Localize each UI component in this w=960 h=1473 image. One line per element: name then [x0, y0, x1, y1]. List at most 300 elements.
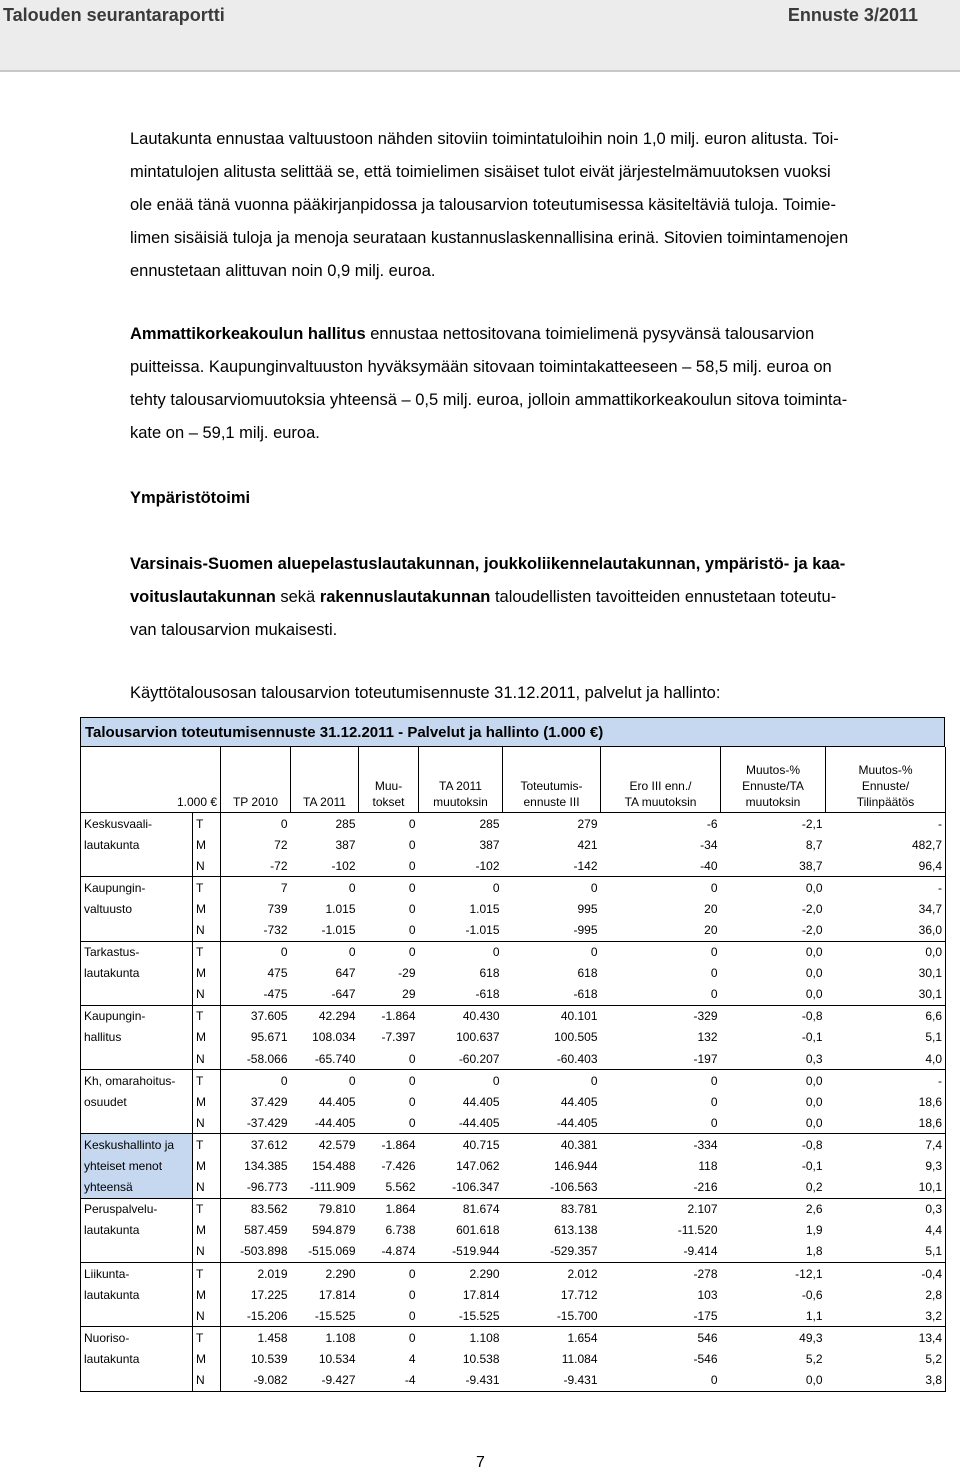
- value-cell: 7: [280, 880, 288, 895]
- unit-name-cell: [81, 1369, 193, 1391]
- value-cell: 995: [577, 901, 598, 916]
- value-cell: 44.405: [462, 1094, 500, 1109]
- value-cell: -: [826, 1070, 946, 1092]
- value-cell: 587.459: [244, 1223, 288, 1238]
- value-cell: 100.505: [554, 1030, 598, 1045]
- value-cell: 0,2: [721, 1177, 826, 1199]
- value-cell: 40.715: [462, 1137, 500, 1152]
- value-cell: -278: [693, 1266, 718, 1281]
- unit-name-cell: [81, 1048, 193, 1070]
- value-cell: -1.864: [381, 1137, 416, 1152]
- value-cell: 0,0: [805, 966, 823, 981]
- value-cell: 17.712: [560, 1287, 598, 1302]
- value-cell: -37.429: [221, 1112, 291, 1134]
- value-cell: 0: [359, 1112, 419, 1134]
- row-type-cell: N: [193, 1369, 221, 1391]
- unit-name-cell: Tarkastus-: [81, 941, 193, 963]
- row-type-cell: T: [193, 941, 221, 963]
- value-cell: 1.108: [325, 1330, 356, 1345]
- value-cell: 146.944: [554, 1159, 598, 1174]
- row-type-cell: M: [193, 1284, 221, 1305]
- value-cell: 0: [710, 945, 718, 960]
- value-cell: 2,8: [826, 1284, 946, 1305]
- value-cell: 3,8: [826, 1369, 946, 1391]
- value-cell: -9.414: [601, 1241, 721, 1263]
- value-cell: -519.944: [419, 1241, 503, 1263]
- value-cell: 0,0: [805, 945, 823, 960]
- value-cell: 482,7: [826, 834, 946, 855]
- value-cell: 6,6: [826, 1005, 946, 1027]
- row-type-cell: N: [193, 919, 221, 941]
- value-cell: 0: [359, 1048, 419, 1070]
- table-row: [81, 984, 946, 1006]
- p3-bold: rakennuslautakunnan: [319, 588, 491, 606]
- report-title: Talouden seurantaraportti: [3, 5, 225, 25]
- table-row: [81, 898, 946, 919]
- value-cell: 37.612: [250, 1137, 288, 1152]
- row-type-cell: T: [193, 877, 221, 899]
- value-cell: -503.898: [221, 1241, 291, 1263]
- value-cell: -2,1: [801, 816, 823, 831]
- unit-header: 1.000 €: [81, 747, 221, 813]
- report-edition: Ennuste 3/2011: [787, 5, 918, 25]
- value-cell: 1.108: [469, 1330, 500, 1345]
- row-type-cell: N: [193, 1305, 221, 1327]
- value-cell: 0: [590, 945, 598, 960]
- value-cell: 0: [601, 1112, 721, 1134]
- column-header-line: Muutos-%: [746, 763, 801, 777]
- table-row: [81, 1348, 946, 1369]
- row-type-cell: T: [193, 1070, 221, 1092]
- value-cell: 1.015: [469, 901, 500, 916]
- value-cell: 34,7: [826, 898, 946, 919]
- p1-line: mintatulojen alitusta selittää se, että toimielimen sisäiset tulot eivät järjestelmämuutoksen vuoksi: [130, 163, 831, 181]
- table-row: [81, 877, 946, 899]
- value-cell: -40: [601, 855, 721, 877]
- value-cell: -15.525: [291, 1305, 359, 1327]
- value-cell: 546: [697, 1330, 718, 1345]
- unit-name-cell: [81, 1305, 193, 1327]
- value-cell: -15.525: [419, 1305, 503, 1327]
- value-cell: 285: [479, 816, 500, 831]
- unit-name-cell: Keskushallinto ja: [81, 1134, 193, 1156]
- unit-name-cell: Kaupungin-: [81, 877, 193, 899]
- value-cell: 0,0: [805, 1073, 823, 1088]
- unit-name-cell: [81, 919, 193, 941]
- unit-name-cell: [81, 1112, 193, 1134]
- row-type-cell: T: [193, 1327, 221, 1349]
- value-cell: -732: [221, 919, 291, 941]
- p1-line: limen sisäisiä tuloja ja menoja seurataan kustannuslaskennallisina erinä. Sitovien toimintamenojen: [130, 229, 849, 247]
- column-header: [221, 747, 291, 813]
- value-cell: -: [826, 877, 946, 899]
- table-row: [81, 1241, 946, 1263]
- unit-name-cell: Nuoriso-: [81, 1327, 193, 1349]
- value-cell: 18,6: [826, 1091, 946, 1112]
- value-cell: -529.357: [503, 1241, 601, 1263]
- column-header-line: Ero III enn./: [629, 779, 692, 793]
- unit-name-cell: Kh, omarahoitus-: [81, 1070, 193, 1092]
- value-cell: -44.405: [291, 1112, 359, 1134]
- value-cell: 1.654: [567, 1330, 598, 1345]
- unit-name-cell: hallitus: [81, 1027, 193, 1048]
- table-header-row: [81, 747, 946, 813]
- value-cell: 1,1: [721, 1305, 826, 1327]
- value-cell: 0: [359, 919, 419, 941]
- value-cell: -58.066: [221, 1048, 291, 1070]
- value-cell: 1,8: [721, 1241, 826, 1263]
- value-cell: -216: [601, 1177, 721, 1199]
- value-cell: -647: [291, 984, 359, 1006]
- row-type-cell: M: [193, 963, 221, 984]
- p2-line: kate on – 59,1 milj. euroa.: [130, 424, 320, 442]
- row-type-cell: T: [193, 1262, 221, 1284]
- value-cell: 79.810: [318, 1202, 356, 1217]
- value-cell: 1.864: [385, 1202, 416, 1217]
- p1-line: ole enää tänä vuonna pääkirjanpidossa ja talousarvion toteutumisessa käsiteltäviä tuloja. Toimie-: [130, 196, 836, 214]
- value-cell: 2.107: [687, 1202, 718, 1217]
- value-cell: -142: [503, 855, 601, 877]
- value-cell: 2.019: [257, 1266, 288, 1281]
- p2-line: [130, 325, 814, 344]
- value-cell: -475: [221, 984, 291, 1006]
- value-cell: -4: [359, 1369, 419, 1391]
- column-header-line: muutoksin: [745, 795, 801, 809]
- value-cell: 30,1: [826, 963, 946, 984]
- table-row: [81, 941, 946, 963]
- table-row: [81, 1134, 946, 1156]
- unit-name-cell: [81, 855, 193, 877]
- value-cell: 103: [697, 1287, 718, 1302]
- unit-name-cell: lautakunta: [81, 834, 193, 855]
- table-row: [81, 963, 946, 984]
- value-cell: 0: [280, 1073, 288, 1088]
- column-header-line: Tilinpäätös: [856, 795, 915, 809]
- value-cell: 618: [577, 966, 598, 981]
- value-cell: -11.520: [677, 1223, 718, 1238]
- value-cell: 5,1: [826, 1027, 946, 1048]
- unit-name-cell: Liikunta-: [81, 1262, 193, 1284]
- p3-text: taloudellisten tavoitteiden ennustetaan toteutu-: [490, 588, 837, 606]
- value-cell: -175: [601, 1305, 721, 1327]
- value-cell: 0,3: [721, 1048, 826, 1070]
- table-row: [81, 1262, 946, 1284]
- value-cell: 2.290: [325, 1266, 356, 1281]
- value-cell: 42.294: [318, 1009, 356, 1024]
- row-type-cell: N: [193, 1112, 221, 1134]
- value-cell: -44.405: [503, 1112, 601, 1134]
- row-type-cell: N: [193, 984, 221, 1006]
- value-cell: 0: [408, 1094, 416, 1109]
- value-cell: 8,7: [805, 837, 823, 852]
- value-cell: -60.403: [503, 1048, 601, 1070]
- column-header: [601, 747, 721, 813]
- row-type-cell: T: [193, 813, 221, 835]
- value-cell: 0,3: [826, 1198, 946, 1220]
- value-cell: -0,1: [801, 1030, 823, 1045]
- table-row: [81, 1091, 946, 1112]
- value-cell: -618: [419, 984, 503, 1006]
- table-caption: Käyttötalousosan talousarvion toteutumisennuste 31.12.2011, palvelut ja hallinto:: [130, 684, 721, 702]
- unit-name-cell: Kaupungin-: [81, 1005, 193, 1027]
- value-cell: 387: [335, 837, 356, 852]
- unit-name-cell: [81, 984, 193, 1006]
- value-cell: 0: [710, 1094, 718, 1109]
- value-cell: 2.290: [469, 1266, 500, 1281]
- value-cell: 30,1: [826, 984, 946, 1006]
- p3-line: van talousarvion mukaisesti.: [130, 621, 338, 639]
- value-cell: 17.225: [250, 1287, 288, 1302]
- value-cell: -: [826, 813, 946, 835]
- value-cell: 0: [408, 1073, 416, 1088]
- value-cell: 2,6: [805, 1202, 823, 1217]
- column-header-line: Muu-: [374, 779, 403, 793]
- value-cell: 0: [359, 855, 419, 877]
- value-cell: -0,8: [801, 1137, 823, 1152]
- value-cell: 4: [408, 1351, 416, 1366]
- value-cell: 108.034: [312, 1030, 356, 1045]
- table-row: [81, 1005, 946, 1027]
- value-cell: 13,4: [826, 1327, 946, 1349]
- value-cell: 647: [335, 966, 356, 981]
- table-title: Talousarvion toteutumisennuste 31.12.2011 - Palvelut ja hallinto (1.000 €): [80, 717, 945, 747]
- column-header-line: ennuste III: [523, 795, 580, 809]
- value-cell: 0: [408, 1266, 416, 1281]
- value-cell: 0: [710, 966, 718, 981]
- row-type-cell: M: [193, 1156, 221, 1177]
- value-cell: 601.618: [456, 1223, 500, 1238]
- value-cell: 0,0: [826, 941, 946, 963]
- value-cell: 4,4: [826, 1220, 946, 1241]
- value-cell: -106.347: [419, 1177, 503, 1199]
- table-row: [81, 1284, 946, 1305]
- p3-line: Varsinais-Suomen aluepelastuslautakunnan, joukkoliikennelautakunnan, ympäristö- ja kaa-: [130, 555, 846, 573]
- column-header-line: tokset: [372, 795, 405, 809]
- table-row: [81, 813, 946, 835]
- value-cell: 279: [577, 816, 598, 831]
- value-cell: 5,2: [826, 1348, 946, 1369]
- value-cell: -111.909: [291, 1177, 359, 1199]
- table-row: [81, 855, 946, 877]
- value-cell: 3,2: [826, 1305, 946, 1327]
- value-cell: 285: [335, 816, 356, 831]
- value-cell: 0: [408, 901, 416, 916]
- page-number: 7: [476, 1454, 485, 1471]
- value-cell: 36,0: [826, 919, 946, 941]
- column-header: [359, 747, 419, 813]
- column-header: [721, 747, 826, 813]
- unit-name-cell: lautakunta: [81, 963, 193, 984]
- column-header: [419, 747, 503, 813]
- value-cell: -12,1: [795, 1266, 823, 1281]
- p3-bold: voituslautakunnan: [130, 588, 276, 606]
- value-cell: 81.674: [462, 1202, 500, 1217]
- value-cell: -1.015: [419, 919, 503, 941]
- value-cell: 0: [408, 945, 416, 960]
- value-cell: 475: [267, 966, 288, 981]
- value-cell: -34: [700, 837, 718, 852]
- value-cell: -7.426: [381, 1159, 416, 1174]
- table-row: [81, 1177, 946, 1199]
- value-cell: 29: [359, 984, 419, 1006]
- column-header-line: TA muutoksin: [624, 795, 697, 809]
- value-cell: -334: [693, 1137, 718, 1152]
- value-cell: 5,1: [826, 1241, 946, 1263]
- value-cell: 11.084: [561, 1351, 598, 1366]
- value-cell: 0,0: [721, 1369, 826, 1391]
- value-cell: 147.062: [456, 1159, 500, 1174]
- value-cell: 17.814: [318, 1287, 356, 1302]
- value-cell: 0: [492, 880, 500, 895]
- value-cell: -0,1: [801, 1159, 823, 1174]
- value-cell: 594.879: [312, 1223, 356, 1238]
- value-cell: 10.539: [250, 1351, 288, 1366]
- value-cell: 0: [280, 945, 288, 960]
- value-cell: 0: [710, 1073, 718, 1088]
- value-cell: 0: [590, 880, 598, 895]
- p1-line: Lautakunta ennustaa valtuustoon nähden sitoviin toimintatuloihin noin 1,0 milj. euron alitusta. Toi-: [130, 130, 839, 148]
- value-cell: -44.405: [419, 1112, 503, 1134]
- value-cell: -9.431: [503, 1369, 601, 1391]
- value-cell: -2,0: [721, 919, 826, 941]
- value-cell: -0,4: [826, 1262, 946, 1284]
- value-cell: -0,6: [801, 1287, 823, 1302]
- row-type-cell: N: [193, 1048, 221, 1070]
- table-row: [81, 1112, 946, 1134]
- unit-name-cell: lautakunta: [81, 1348, 193, 1369]
- column-header-line: TP 2010: [232, 795, 279, 809]
- value-cell: -60.207: [419, 1048, 503, 1070]
- table-row: [81, 1156, 946, 1177]
- value-cell: -102: [419, 855, 503, 877]
- p2-bold: Ammattikorkeakoulun hallitus: [130, 325, 366, 343]
- value-cell: 20: [601, 919, 721, 941]
- row-type-cell: M: [193, 1220, 221, 1241]
- unit-name-cell: [81, 1241, 193, 1263]
- value-cell: 0: [408, 1330, 416, 1345]
- budget-table: [80, 717, 945, 1392]
- table-row: [81, 1327, 946, 1349]
- p2-line: tehty talousarviomuutoksia yhteensä – 0,5 milj. euroa, jolloin ammattikorkeakoulun sitova toiminta-: [130, 391, 848, 409]
- unit-name-cell: lautakunta: [81, 1284, 193, 1305]
- value-cell: 0: [359, 1305, 419, 1327]
- value-cell: 0: [601, 984, 721, 1006]
- value-cell: -7.397: [381, 1030, 416, 1045]
- value-cell: -2,0: [801, 901, 823, 916]
- value-cell: -9.431: [419, 1369, 503, 1391]
- value-cell: -6: [706, 816, 718, 831]
- value-cell: 17.814: [462, 1287, 500, 1302]
- table-row: [81, 834, 946, 855]
- column-header-line: Ennuste/TA: [742, 779, 804, 793]
- value-cell: 44.405: [318, 1094, 356, 1109]
- value-cell: -197: [601, 1048, 721, 1070]
- unit-name-cell: Keskusvaali-: [81, 813, 193, 835]
- value-cell: -0,8: [801, 1009, 823, 1024]
- value-cell: -29: [398, 966, 416, 981]
- value-cell: 83.781: [560, 1202, 598, 1217]
- value-cell: -96.773: [221, 1177, 291, 1199]
- row-type-cell: M: [193, 834, 221, 855]
- value-cell: 1,9: [805, 1223, 823, 1238]
- row-type-cell: M: [193, 1348, 221, 1369]
- value-cell: -9.082: [221, 1369, 291, 1391]
- value-cell: -618: [503, 984, 601, 1006]
- value-cell: 18,6: [826, 1112, 946, 1134]
- value-cell: -995: [503, 919, 601, 941]
- value-cell: 0: [492, 1073, 500, 1088]
- value-cell: -1.864: [381, 1009, 416, 1024]
- table-row: [81, 1369, 946, 1391]
- column-header: [291, 747, 359, 813]
- row-type-cell: N: [193, 1241, 221, 1263]
- column-header-line: Toteutumis-: [520, 779, 583, 793]
- budget-data-table: [80, 747, 946, 1392]
- value-cell: 0,0: [805, 880, 823, 895]
- value-cell: -65.740: [291, 1048, 359, 1070]
- value-cell: 1.015: [325, 901, 356, 916]
- column-header: [503, 747, 601, 813]
- value-cell: 134.385: [244, 1159, 288, 1174]
- value-cell: -15.206: [221, 1305, 291, 1327]
- column-header-line: Ennuste/: [861, 779, 910, 793]
- value-cell: -15.700: [503, 1305, 601, 1327]
- table-row: [81, 1305, 946, 1327]
- value-cell: 72: [274, 837, 288, 852]
- p3-text: sekä: [275, 588, 320, 606]
- table-row: [81, 919, 946, 941]
- row-type-cell: T: [193, 1005, 221, 1027]
- value-cell: 83.562: [250, 1202, 288, 1217]
- value-cell: 6.738: [385, 1223, 416, 1238]
- column-header-line: Muutos-%: [858, 763, 913, 777]
- value-cell: 0,0: [721, 984, 826, 1006]
- value-cell: 9,3: [826, 1156, 946, 1177]
- value-cell: -102: [291, 855, 359, 877]
- column-header-line: muutoksin: [433, 795, 488, 809]
- value-cell: 118: [698, 1159, 718, 1174]
- row-type-cell: T: [193, 1198, 221, 1220]
- value-cell: 5,2: [805, 1351, 823, 1366]
- p2-text: ennustaa nettositovana toimielimenä pysyvänsä talousarvion: [365, 325, 815, 343]
- table-row: [81, 1220, 946, 1241]
- row-type-cell: N: [193, 855, 221, 877]
- column-header-line: TA 2011: [303, 795, 346, 809]
- value-cell: 0: [601, 1369, 721, 1391]
- unit-name-cell: yhteensä: [81, 1177, 193, 1199]
- value-cell: 0: [408, 816, 416, 831]
- value-cell: 5.562: [359, 1177, 419, 1199]
- value-cell: 10.534: [318, 1351, 356, 1366]
- value-cell: 1.458: [257, 1330, 288, 1345]
- value-cell: 0: [710, 880, 718, 895]
- value-cell: 40.381: [560, 1137, 598, 1152]
- value-cell: 44.405: [560, 1094, 598, 1109]
- row-type-cell: M: [193, 1091, 221, 1112]
- value-cell: 96,4: [826, 855, 946, 877]
- value-cell: 100.637: [456, 1030, 500, 1045]
- value-cell: -329: [693, 1009, 718, 1024]
- value-cell: 40.101: [560, 1009, 598, 1024]
- column-header-line: TA 2011: [439, 779, 482, 793]
- value-cell: 421: [577, 837, 598, 852]
- body-text: [130, 0, 960, 720]
- value-cell: 95.671: [250, 1030, 288, 1045]
- table-row: [81, 1198, 946, 1220]
- value-cell: 0: [280, 816, 288, 831]
- column-header: [826, 747, 946, 813]
- row-type-cell: M: [193, 1027, 221, 1048]
